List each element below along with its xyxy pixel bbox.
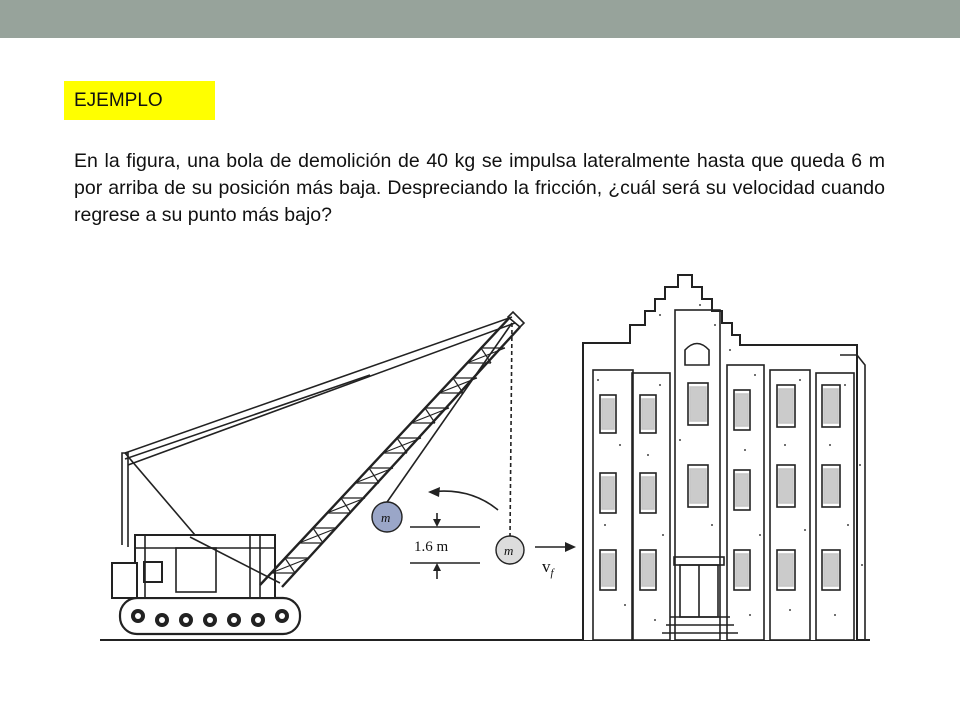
velocity-subscript: f <box>550 567 554 579</box>
slide-heading: EJEMPLO <box>64 81 215 120</box>
cable-swung <box>385 323 512 505</box>
mass-label-swung: m <box>381 510 391 525</box>
slide-top-bar <box>0 0 960 38</box>
cable-dashed <box>510 323 512 537</box>
mass-label-lowest: m <box>504 543 514 558</box>
problem-text: En la figura, una bola de demolición de 40 kg se impulsa lateralmente hasta que queda 6 m por arriba de su posición más baja. Despreciando la fricción, ¿cuál será su velocidad cuando regrese a su punto más bajo? <box>74 150 885 226</box>
velocity-label: $v_f$ <box>542 557 554 579</box>
building <box>583 275 865 640</box>
swing-arc-arrow <box>430 491 498 510</box>
crane-building-figure <box>100 265 880 655</box>
crane <box>112 312 524 634</box>
height-label: 1.6 m <box>414 539 449 555</box>
